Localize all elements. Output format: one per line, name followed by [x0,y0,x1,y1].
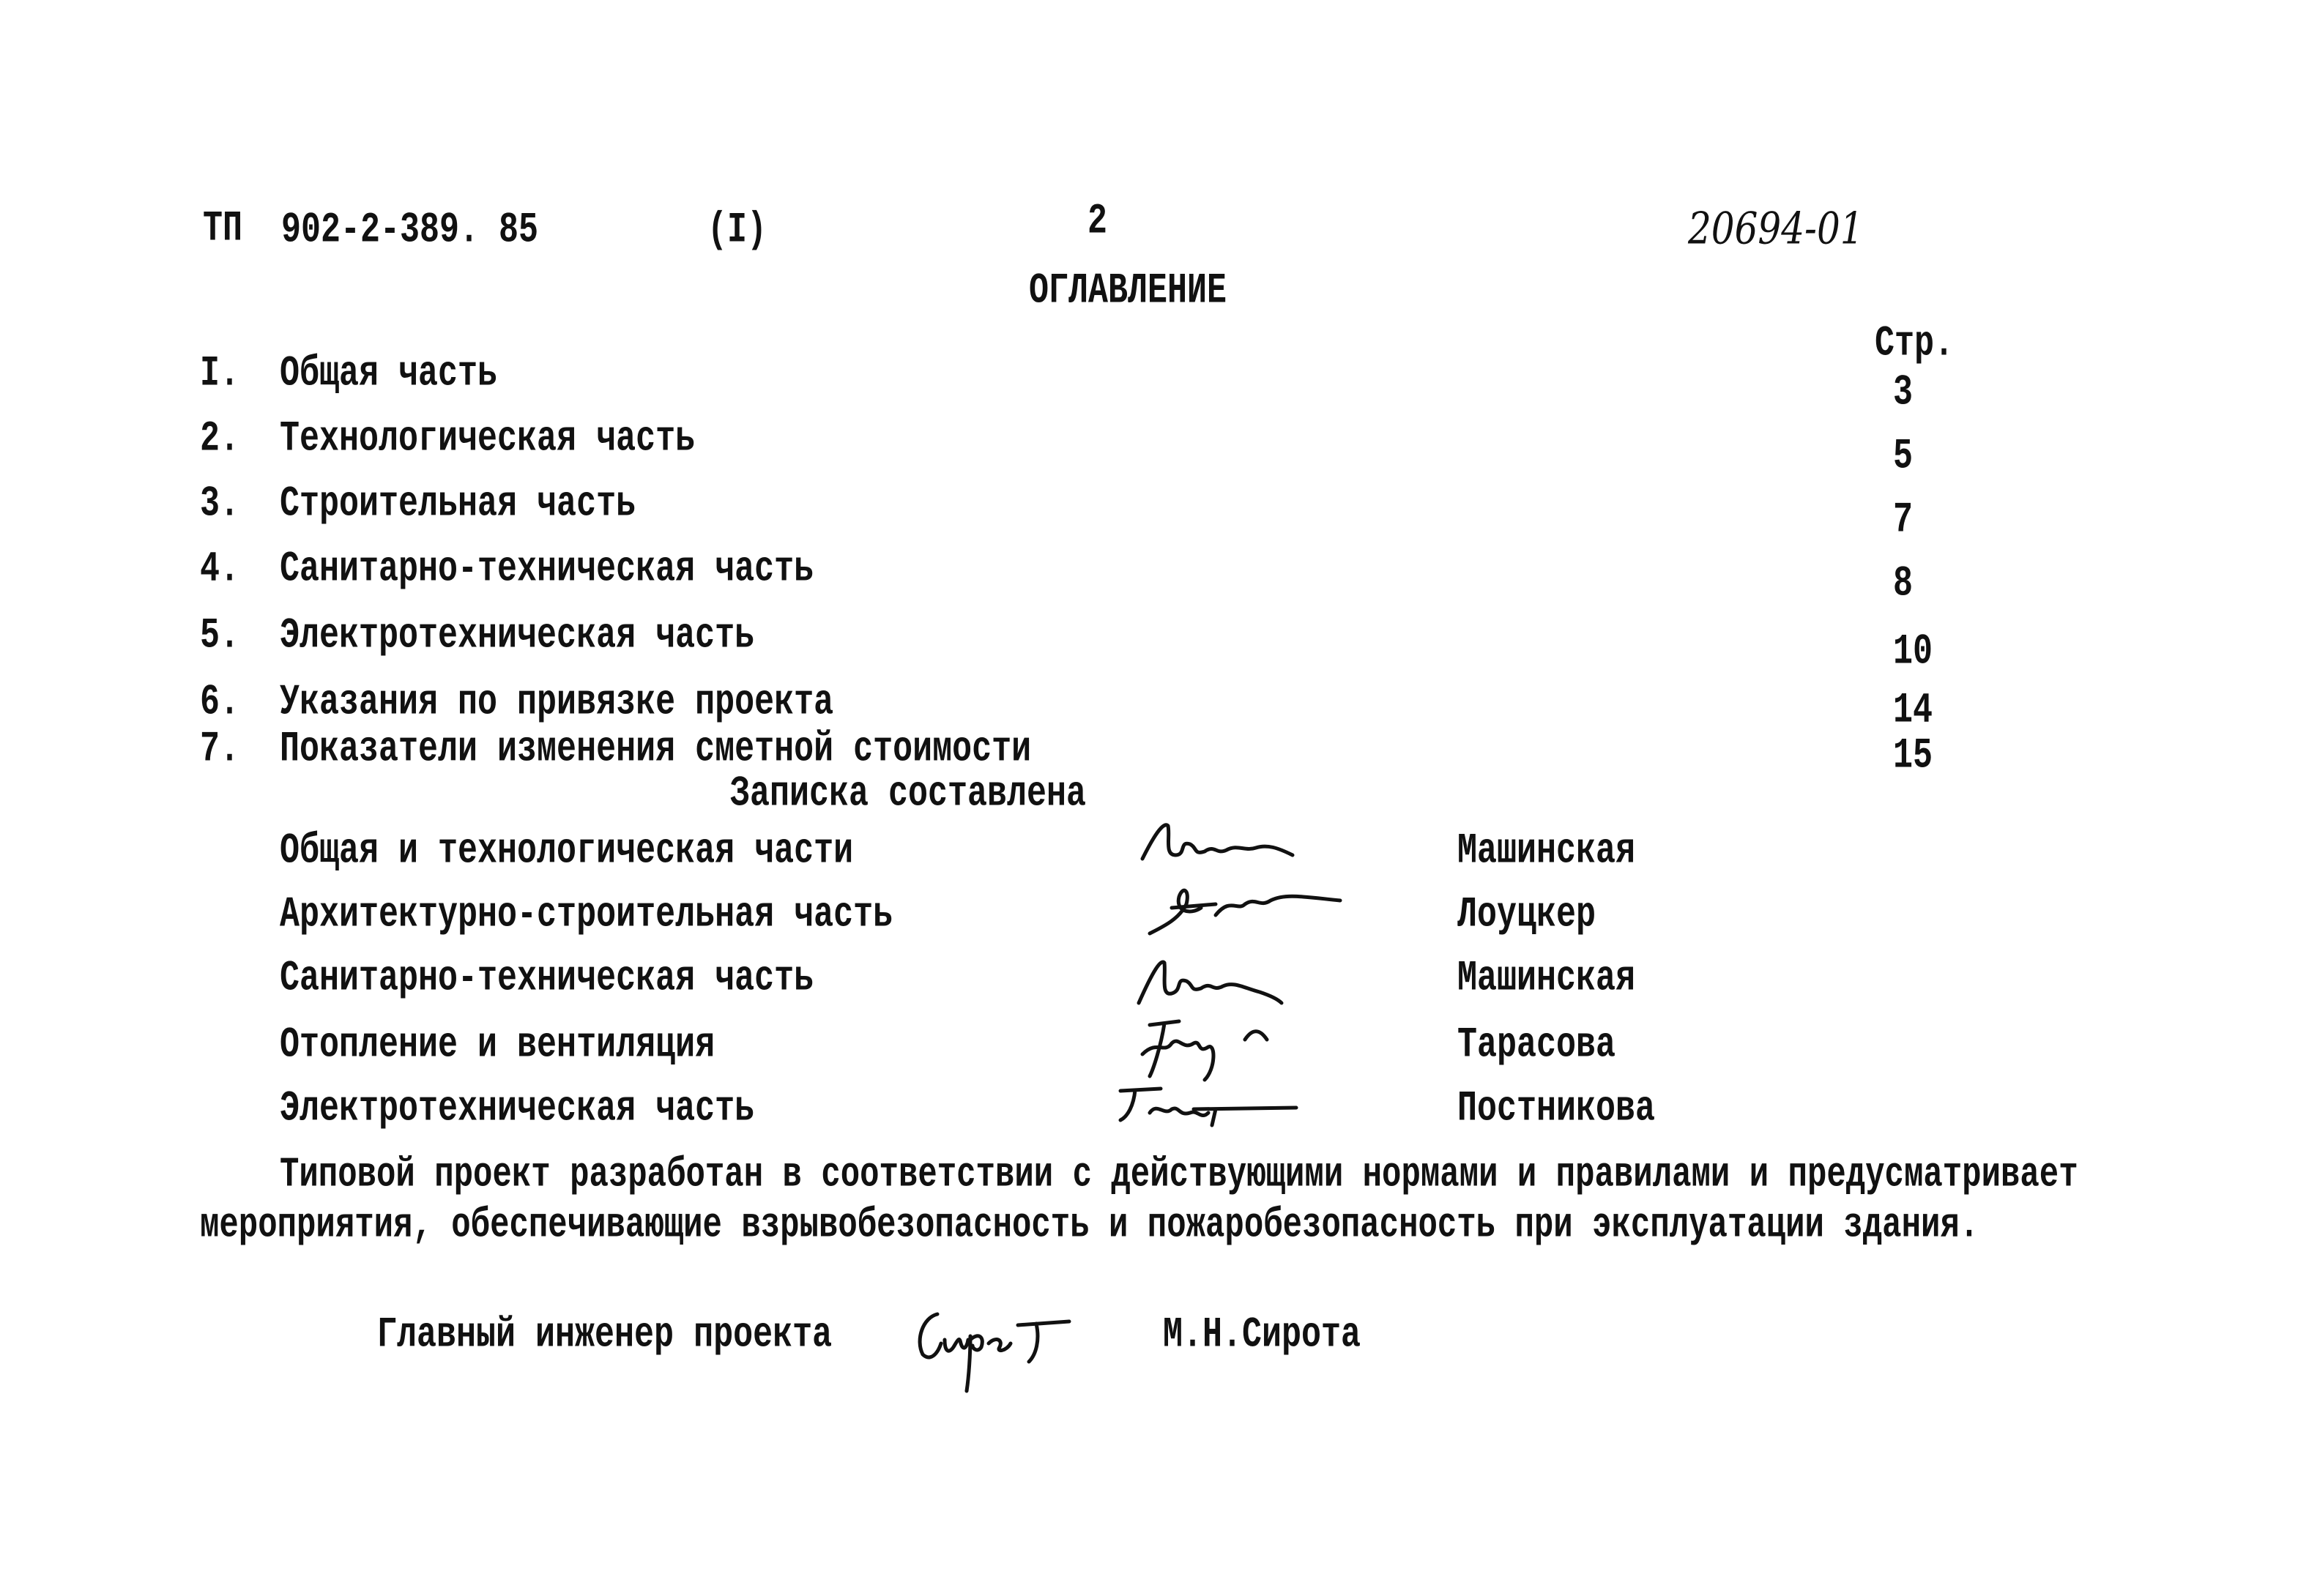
toc-item-page: 10 [1893,627,1933,676]
doc-code: 902-2-389. 85 [281,206,539,255]
toc-item-number: 5. [200,611,240,660]
toc-item-label: Санитарно-техническая часть [280,545,814,594]
chief-role: Главный инженер проекта [377,1310,833,1360]
author-name: Постникова [1457,1084,1656,1133]
author-name: Тарасова [1457,1021,1616,1070]
author-section: Общая и технологическая части [280,827,854,876]
toc-item-page: 14 [1893,686,1933,735]
toc-item-number: 4. [200,545,240,594]
author-section: Отопление и вентиляция [280,1021,715,1070]
author-name: Машинская [1457,954,1636,1003]
chief-signature [908,1296,1091,1398]
statement-line-1: Типовой проект разработан в соответствии с действующими нормами и правилами и предусматривает [280,1151,2078,1199]
author-name: Лоуцкер [1457,890,1596,939]
toc-item-label: Указания по привязке проекта [280,678,834,727]
toc-item-page: 3 [1893,368,1914,417]
toc-item-label: Технологическая часть [280,414,696,463]
chief-name: М.Н.Сирота [1163,1310,1361,1360]
inventory-number: 20694-01 [1688,203,1864,254]
toc-item-page: 15 [1893,731,1933,780]
author-section: Архитектурно-строительная часть [280,890,893,939]
toc-item-number: 6. [200,678,240,727]
statement-line-2: мероприятия, обеспечивающие взрывобезопасность и пожаробезопасность при эксплуатации здания. [200,1201,1979,1250]
author-name: Машинская [1457,827,1636,876]
author-section: Электротехническая часть [280,1084,755,1133]
toc-item-label: Электротехническая часть [280,611,755,660]
toc-item-label: Строительная часть [280,480,636,529]
doc-prefix: ТП [203,204,243,253]
page-number: 2 [1087,197,1108,246]
toc-item-number: 7. [200,725,240,774]
signature [1135,815,1304,873]
toc-item-label: Показатели изменения сметной стоимости [280,725,1032,774]
toc-item-number: 2. [200,414,240,463]
toc-item-page: 7 [1893,496,1914,545]
doc-volume: (I) [707,206,767,255]
signature [1128,948,1289,1014]
toc-item-number: 3. [200,480,240,529]
toc-item-label: Общая часть [280,349,498,398]
toc-item-page: 5 [1893,432,1914,481]
authors-title: Записка составлена [729,769,1087,818]
signature [1106,1080,1304,1131]
toc-item-page: 8 [1893,559,1914,608]
toc-page-column-label: Стр. [1875,319,1955,368]
author-section: Санитарно-техническая часть [280,954,814,1003]
signature [1128,1010,1289,1091]
toc-item-number: I. [200,349,240,398]
signature [1135,875,1355,941]
toc-title: ОГЛАВЛЕНИЕ [1028,266,1227,316]
